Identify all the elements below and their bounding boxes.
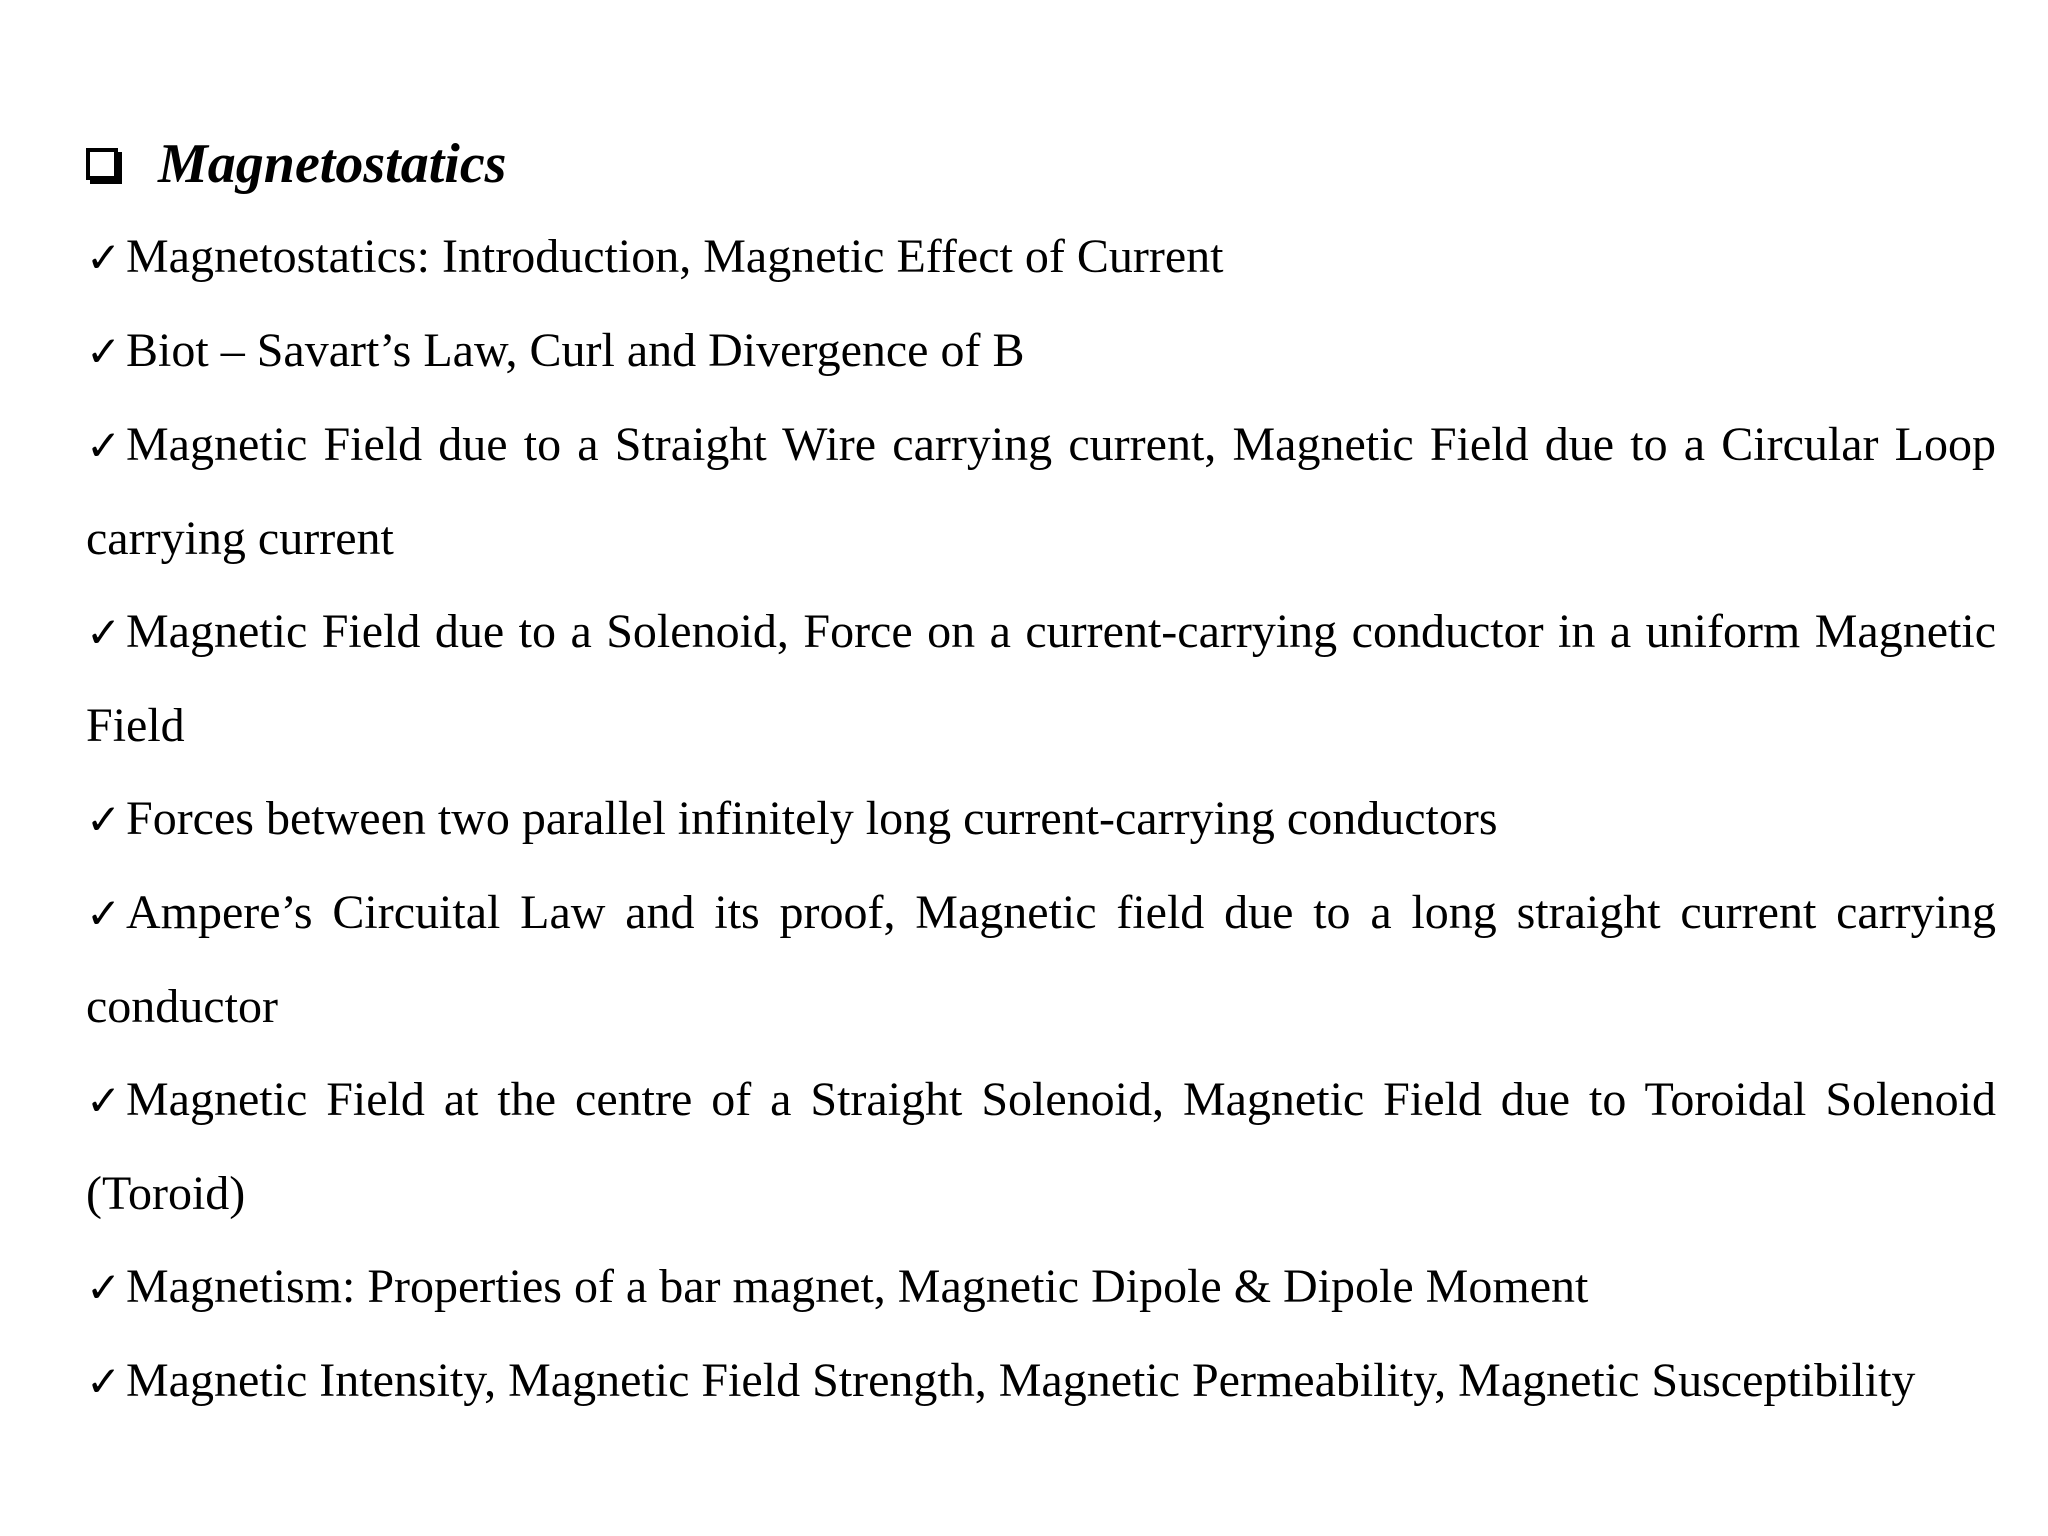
- checkmark-icon: ✓: [86, 1357, 122, 1406]
- square-bullet-icon: [86, 148, 118, 180]
- slide-content: [86, 126, 1996, 1428]
- section-heading: [86, 126, 1996, 202]
- list-item-text: Magnetic Field at the centre of a Straight Solenoid, Magnetic Field due to Toroidal Solenoid (Toroid): [86, 1073, 1996, 1220]
- list-item-text: Magnetostatics: Introduction, Magnetic Effect of Current: [126, 230, 1224, 283]
- checkmark-icon: ✓: [86, 1076, 122, 1125]
- checkmark-icon: ✓: [86, 795, 122, 844]
- list-item-text: Ampere’s Circuital Law and its proof, Magnetic field due to a long straight current carrying conductor: [86, 886, 1996, 1033]
- list-item: [86, 210, 1996, 304]
- list-item: [86, 1240, 1996, 1334]
- list-item: [86, 304, 1996, 398]
- checkmark-icon: ✓: [86, 421, 122, 470]
- list-item-text: Magnetic Field due to a Solenoid, Force on a current-carrying conductor in a uniform Magnetic Field: [86, 605, 1996, 752]
- list-item: [86, 1053, 1996, 1240]
- checkmark-icon: ✓: [86, 889, 122, 938]
- checkmark-icon: ✓: [86, 233, 122, 282]
- checkmark-icon: ✓: [86, 1263, 122, 1312]
- list-item-text: Magnetism: Properties of a bar magnet, Magnetic Dipole & Dipole Moment: [126, 1260, 1589, 1313]
- list-item: [86, 398, 1996, 585]
- list-item-text: Magnetic Intensity, Magnetic Field Strength, Magnetic Permeability, Magnetic Susceptibility: [126, 1354, 1916, 1407]
- section-title: Magnetostatics: [158, 133, 507, 195]
- list-item: [86, 585, 1996, 772]
- topic-list: [86, 210, 1996, 1428]
- list-item-text: Magnetic Field due to a Straight Wire carrying current, Magnetic Field due to a Circular Loop carrying current: [86, 418, 1996, 565]
- list-item: [86, 866, 1996, 1053]
- list-item: [86, 772, 1996, 866]
- list-item: [86, 1334, 1996, 1428]
- checkmark-icon: ✓: [86, 327, 122, 376]
- list-item-text: Biot – Savart’s Law, Curl and Divergence of B: [126, 324, 1025, 377]
- checkmark-icon: ✓: [86, 608, 122, 657]
- list-item-text: Forces between two parallel infinitely long current-carrying conductors: [126, 792, 1498, 845]
